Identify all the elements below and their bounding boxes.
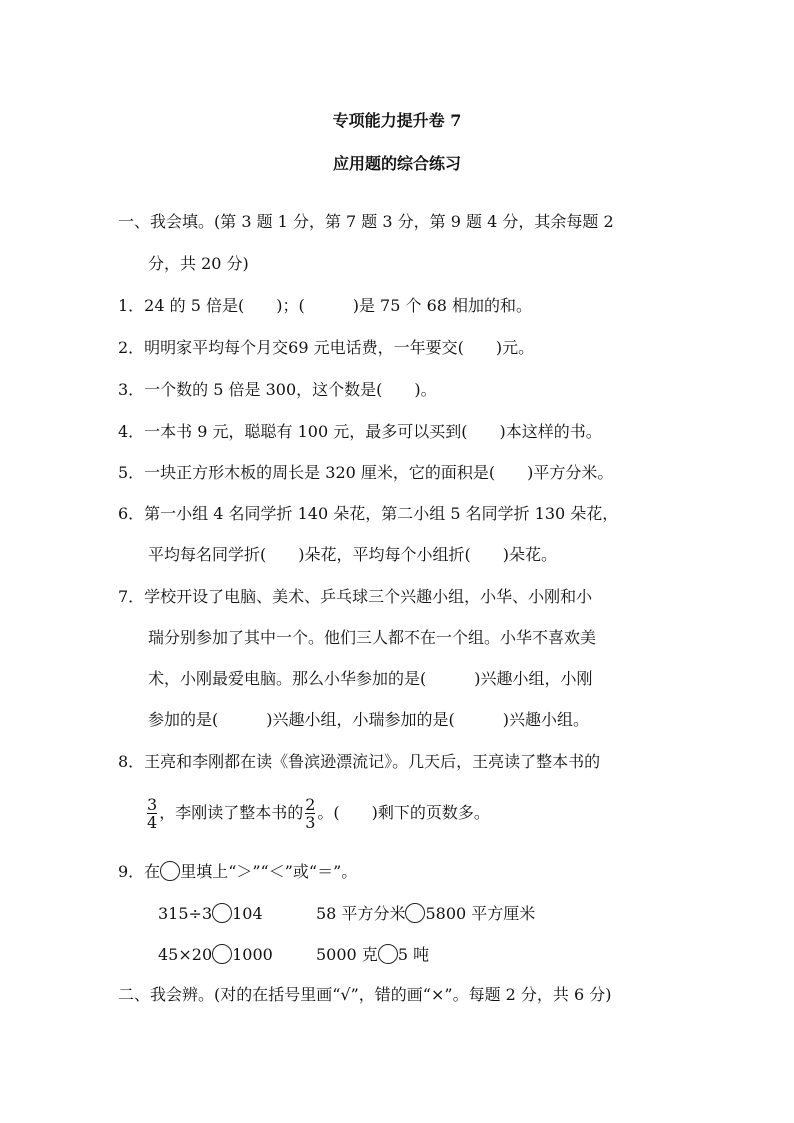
fraction-numerator: 2 (305, 795, 316, 814)
section2-heading: 二、我会辨。(对的在括号里画“√”，错的画“×”。每题 2 分，共 6 分) (118, 985, 612, 1004)
answer-circle-icon[interactable] (212, 944, 232, 964)
compare-left: 5000 克 (316, 945, 378, 964)
compare-item-2 (316, 903, 535, 924)
compare-right: 5800 平方厘米 (425, 904, 536, 923)
fraction-numerator: 3 (147, 795, 158, 814)
compare-left: 58 平方分米 (316, 904, 406, 923)
section1-heading-cont: 分，共 20 分) (148, 254, 249, 273)
question-6-cont: 平均每名同学折( )朵花，平均每个小组折( )朵花。 (148, 545, 557, 564)
question-9-suffix: 里填上“＞”“＜”或“＝”。 (180, 862, 358, 881)
compare-item-4 (316, 944, 429, 965)
section1-heading: 一、我会填。(第 3 题 1 分，第 7 题 3 分，第 9 题 4 分，其余每题 2 (118, 212, 614, 231)
fraction-denominator: 4 (147, 813, 158, 832)
question-7: 7．学校开设了电脑、美术、乒乓球三个兴趣小组，小华、小刚和小 (118, 587, 593, 606)
answer-circle-icon (160, 861, 180, 881)
question-8-text-b: 。( )剩下的页数多。 (317, 803, 490, 822)
question-6: 6．第一小组 4 名同学折 140 朵花，第二小组 5 名同学折 130 朵花， (118, 504, 619, 523)
compare-item-1 (158, 903, 263, 924)
question-7-cont-3: 参加的是( )兴趣小组，小瑞参加的是( )兴趣小组。 (148, 710, 589, 729)
question-5: 5．一块正方形木板的周长是 320 厘米，它的面积是( )平方分米。 (118, 463, 614, 482)
question-8: 8．王亮和李刚都在读《鲁滨逊漂流记》。几天后，王亮读了整本书的 (118, 752, 601, 771)
page-title: 专项能力提升卷 7 (332, 111, 462, 130)
fraction-three-quarters (147, 796, 157, 831)
compare-right: 104 (232, 904, 263, 923)
question-8-text-a: ，李刚读了整本书的 (159, 803, 304, 822)
question-2: 2．明明家平均每个月交69 元电话费，一年要交( )元。 (118, 338, 535, 357)
fraction-denominator: 3 (305, 813, 316, 832)
question-9-prefix: 9．在 (118, 862, 161, 881)
page-subtitle: 应用题的综合练习 (332, 154, 461, 173)
question-9 (118, 861, 357, 882)
compare-left: 315÷3 (158, 904, 213, 923)
compare-left: 45×20 (158, 945, 213, 964)
compare-item-3 (158, 944, 273, 965)
fraction-two-thirds (305, 796, 315, 831)
question-7-cont-2: 术，小刚最爱电脑。那么小华参加的是( )兴趣小组，小刚 (148, 669, 593, 688)
answer-circle-icon[interactable] (405, 903, 425, 923)
question-8-cont (145, 794, 490, 832)
answer-circle-icon[interactable] (212, 903, 232, 923)
question-4: 4．一本书 9 元，聪聪有 100 元，最多可以买到( )本这样的书。 (118, 422, 602, 441)
question-1: 1．24 的 5 倍是( )；( )是 75 个 68 相加的和。 (118, 296, 533, 315)
question-7-cont-1: 瑞分别参加了其中一个。他们三人都不在一个组。小华不喜欢美 (148, 628, 597, 647)
question-3: 3．一个数的 5 倍是 300，这个数是( )。 (118, 380, 437, 399)
compare-right: 5 吨 (397, 945, 430, 964)
compare-right: 1000 (232, 945, 273, 964)
answer-circle-icon[interactable] (378, 944, 398, 964)
